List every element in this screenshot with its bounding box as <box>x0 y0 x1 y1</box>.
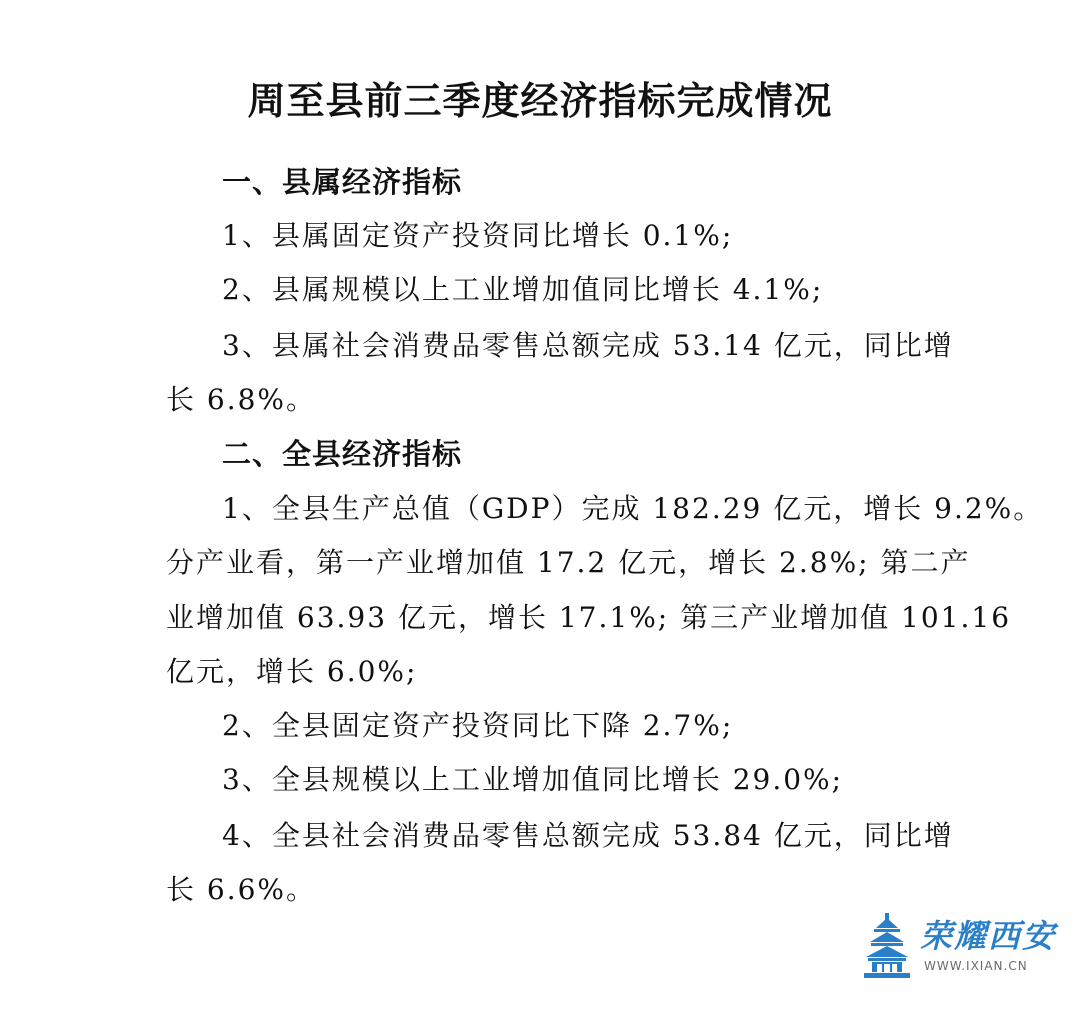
paragraph-line: 4、全县社会消费品零售总额完成 53.84 亿元，同比增 <box>222 819 954 852</box>
watermark-url: WWW.IXIAN.CN <box>924 959 1028 973</box>
paragraph-line: 1、全县生产总值（GDP）完成 182.29 亿元，增长 9.2%。 <box>222 492 1044 525</box>
watermark <box>862 912 1062 982</box>
section-heading-whole-county: 二、全县经济指标 <box>222 437 463 471</box>
document-title: 周至县前三季度经济指标完成情况 <box>247 78 833 124</box>
paragraph-line: 亿元，增长 6.0%; <box>166 655 418 688</box>
paragraph-line: 分产业看，第一产业增加值 17.2 亿元，增长 2.8%; 第二产 <box>166 546 971 579</box>
bell-tower-icon <box>862 912 912 982</box>
section-heading-county-affiliated: 一、县属经济指标 <box>222 165 463 199</box>
paragraph-line: 长 6.6%。 <box>166 873 317 906</box>
watermark-brand-name: 荣耀西安 <box>920 917 1057 955</box>
paragraph-line: 2、县属规模以上工业增加值同比增长 4.1%; <box>222 273 824 306</box>
paragraph-line: 1、县属固定资产投资同比增长 0.1%; <box>222 219 734 252</box>
paragraph-line: 3、全县规模以上工业增加值同比增长 29.0%; <box>222 763 844 796</box>
paragraph-line: 3、县属社会消费品零售总额完成 53.14 亿元，同比增 <box>222 329 954 362</box>
paragraph-line: 长 6.8%。 <box>166 383 317 416</box>
paragraph-line: 业增加值 63.93 亿元，增长 17.1%; 第三产业增加值 101.16 <box>166 601 1012 634</box>
paragraph-line: 2、全县固定资产投资同比下降 2.7%; <box>222 709 734 742</box>
